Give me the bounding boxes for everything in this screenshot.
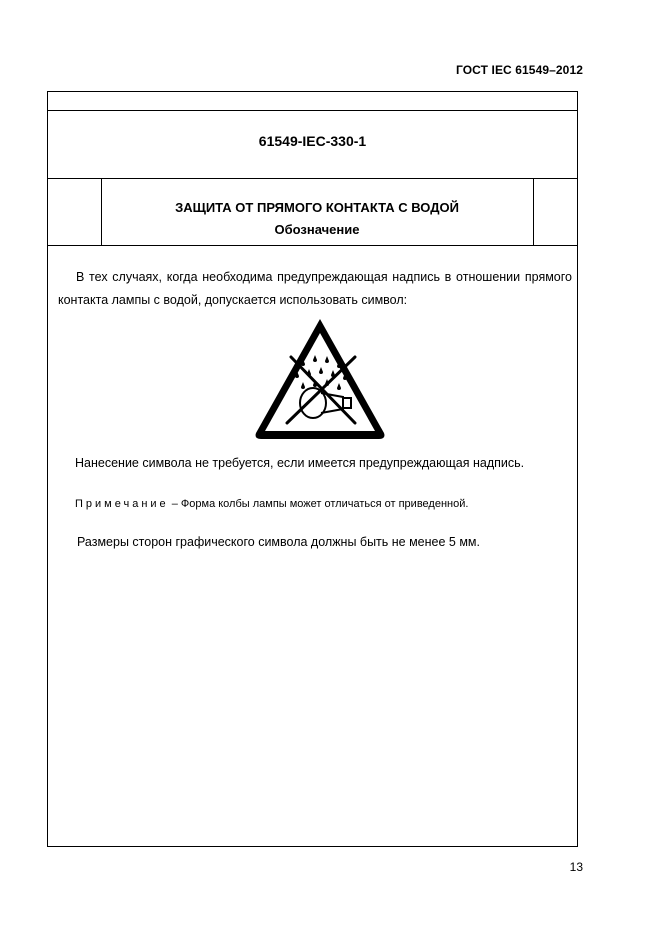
- page-number: 13: [569, 860, 583, 874]
- frame-divider-top: [48, 110, 577, 111]
- no-water-contact-lamp-icon: [251, 315, 389, 443]
- symbol-size-text: Размеры сторон графического символа должны быть не менее 5 мм.: [77, 535, 481, 549]
- standard-code-header: ГОСТ IEC 61549–2012: [456, 63, 583, 77]
- frame-divider-title: [48, 245, 577, 246]
- symbol-optional-text: Нанесение символа не требуется, если имеется предупреждающая надпись.: [75, 456, 525, 470]
- note-label: Примечание: [75, 498, 169, 510]
- note-text: – Форма колбы лампы может отличаться от приведенной.: [168, 498, 469, 510]
- frame-right-divider: [533, 178, 534, 245]
- symbol-subtitle: Обозначение: [274, 222, 360, 237]
- note: [75, 498, 468, 510]
- intro-paragraph: В тех случаях, когда необходима предупреждающая надпись в отношении прямого контакта лампы с водой, допускается использовать символ:: [58, 270, 572, 307]
- symbol-title: ЗАЩИТА ОТ ПРЯМОГО КОНТАКТА С ВОДОЙ: [175, 200, 459, 215]
- symbol-code: 61549-IEC-330-1: [258, 133, 367, 149]
- document-frame: [47, 91, 578, 847]
- frame-divider-code: [48, 178, 577, 179]
